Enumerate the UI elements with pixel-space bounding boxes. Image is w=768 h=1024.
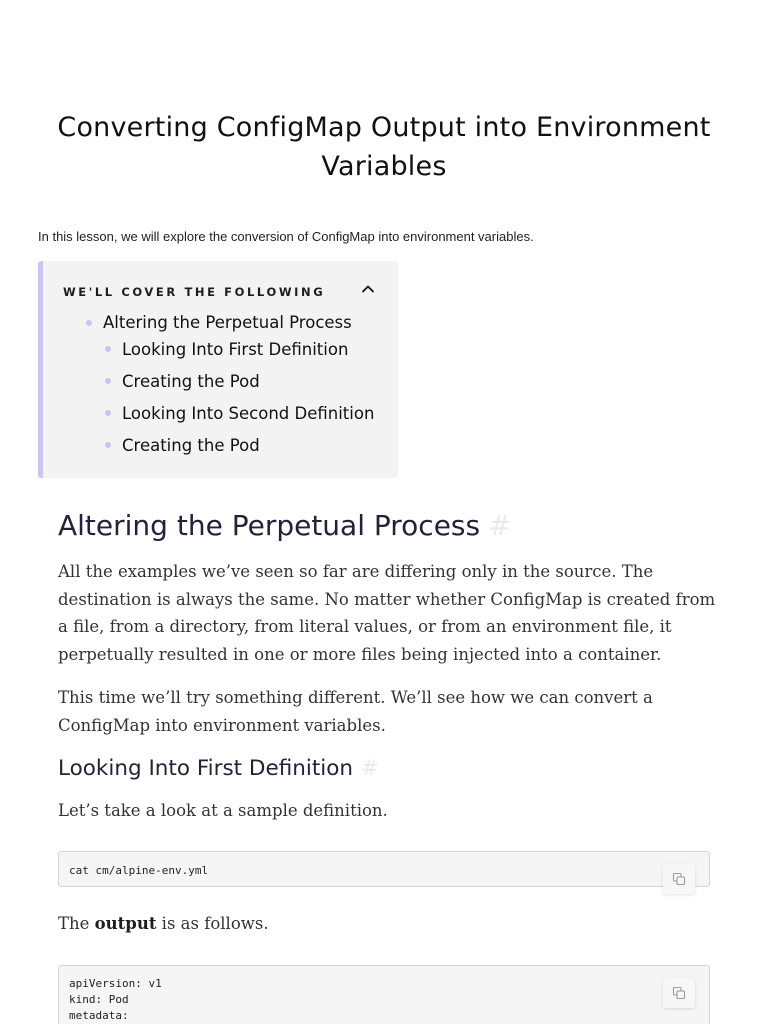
lesson-intro: In this lesson, we will explore the conversion of ConfigMap into environment variables. [38,229,534,244]
paragraph-output [58,910,718,938]
heading-anchor-link[interactable]: # [488,509,512,542]
code-line: metadata: [69,1009,129,1022]
code-line: apiVersion: v1 [69,977,162,990]
toc-item-looking-into-first-definition[interactable]: Looking Into First Definition [122,337,374,369]
toc-item-altering-the-perpetual-process[interactable]: Altering the Perpetual Process [103,311,374,337]
code-block-command [58,851,710,887]
code-block-output [58,965,710,1024]
paragraph: All the examples we’ve seen so far are differing only in the source. The destination is always the same. No matter whether ConfigMap is created from a file, from a directory, from literal values, or from an environment file, it perpetually resulted in one or more files being injected into a container. [58,562,716,664]
section-heading-altering [58,507,512,545]
lesson-title: Converting ConfigMap Output into Environment Variables [57,112,711,182]
copy-icon [672,986,686,1000]
copy-icon [672,872,686,886]
heading-anchor-link[interactable]: # [361,756,380,781]
toc-item-creating-the-pod-2[interactable]: Creating the Pod [122,433,374,465]
output-bold: output [94,914,157,933]
toc-list [103,311,374,465]
toc-header [63,283,378,297]
toc-item-looking-into-second-definition[interactable]: Looking Into Second Definition [122,401,374,433]
paragraph: This time we’ll try something different. We’ll see how we can convert a ConfigMap into environment variables. [58,688,653,735]
toc-heading: WE'LL COVER THE FOLLOWING [63,285,326,299]
copy-button[interactable] [663,864,695,894]
copy-button[interactable] [663,978,695,1008]
paragraph: Let’s take a look at a sample definition. [58,801,388,820]
output-prefix: The [58,914,95,933]
toc-item-creating-the-pod-1[interactable]: Creating the Pod [122,369,374,401]
chevron-up-icon[interactable] [360,281,376,297]
section-heading-text: Altering the Perpetual Process [58,509,481,542]
code-lines[interactable] [69,976,162,1024]
section-heading-text: Looking Into First Definition [58,756,354,781]
code-line: kind: Pod [69,993,129,1006]
table-of-contents [38,261,398,478]
output-suffix: is as follows. [156,914,269,933]
section-heading-first-definition [58,755,379,783]
code-text[interactable]: cat cm/alpine-env.yml [69,864,209,877]
